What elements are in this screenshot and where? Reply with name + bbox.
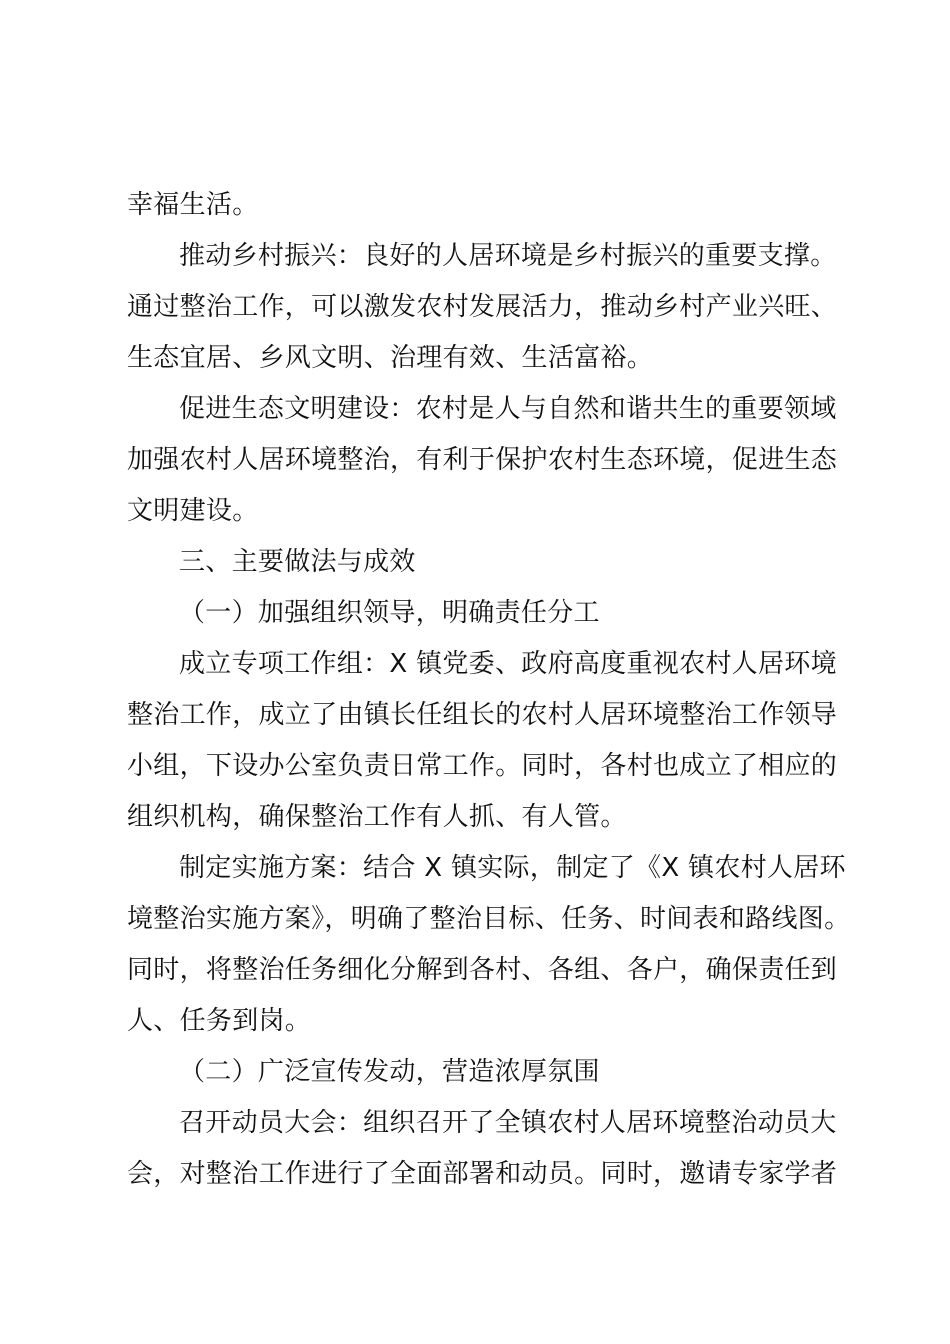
section-heading: 三、主要做法与成效	[179, 547, 416, 577]
text-line: 组织机构，确保整治工作有人抓、有人管。	[127, 802, 627, 832]
subsection-heading: （一）加强组织领导，明确责任分工	[179, 598, 600, 628]
text-line: 境整治实施方案》，明确了整治目标、任务、时间表和路线图。	[127, 904, 851, 934]
paragraph-line: 促进生态文明建设：农村是人与自然和谐共生的重要领域	[179, 394, 837, 424]
text-line: 小组，下设办公室负责日常工作。同时，各村也成立了相应的	[127, 751, 838, 781]
text-line: 同时，将整治任务细化分解到各村、各组、各户，确保责任到	[127, 955, 838, 985]
text-line: 加强农村人居环境整治，有利于保护农村生态环境，促进生态	[127, 445, 838, 475]
subsection-heading: （二）广泛宣传发动，营造浓厚氛围	[179, 1057, 600, 1087]
paragraph-line: 推动乡村振兴：良好的人居环境是乡村振兴的重要支撑。	[179, 241, 837, 271]
text-line: 整治工作，成立了由镇长任组长的农村人居环境整治工作领导	[127, 700, 838, 730]
paragraph-line: 成立专项工作组：X 镇党委、政府高度重视农村人居环境	[179, 649, 837, 679]
text-line: 文明建设。	[127, 496, 259, 526]
paragraph-line: 制定实施方案：结合 X 镇实际，制定了《X 镇农村人居环	[179, 853, 846, 883]
paragraph-line: 召开动员大会：组织召开了全镇农村人居环境整治动员大	[179, 1108, 837, 1138]
text-line: 通过整治工作，可以激发农村发展活力，推动乡村产业兴旺、	[127, 292, 838, 322]
text-line: 幸福生活。	[127, 190, 259, 220]
text-line: 会，对整治工作进行了全面部署和动员。同时，邀请专家学者	[127, 1159, 838, 1189]
text-line: 人、任务到岗。	[127, 1006, 312, 1036]
text-line: 生态宜居、乡风文明、治理有效、生活富裕。	[127, 343, 654, 373]
